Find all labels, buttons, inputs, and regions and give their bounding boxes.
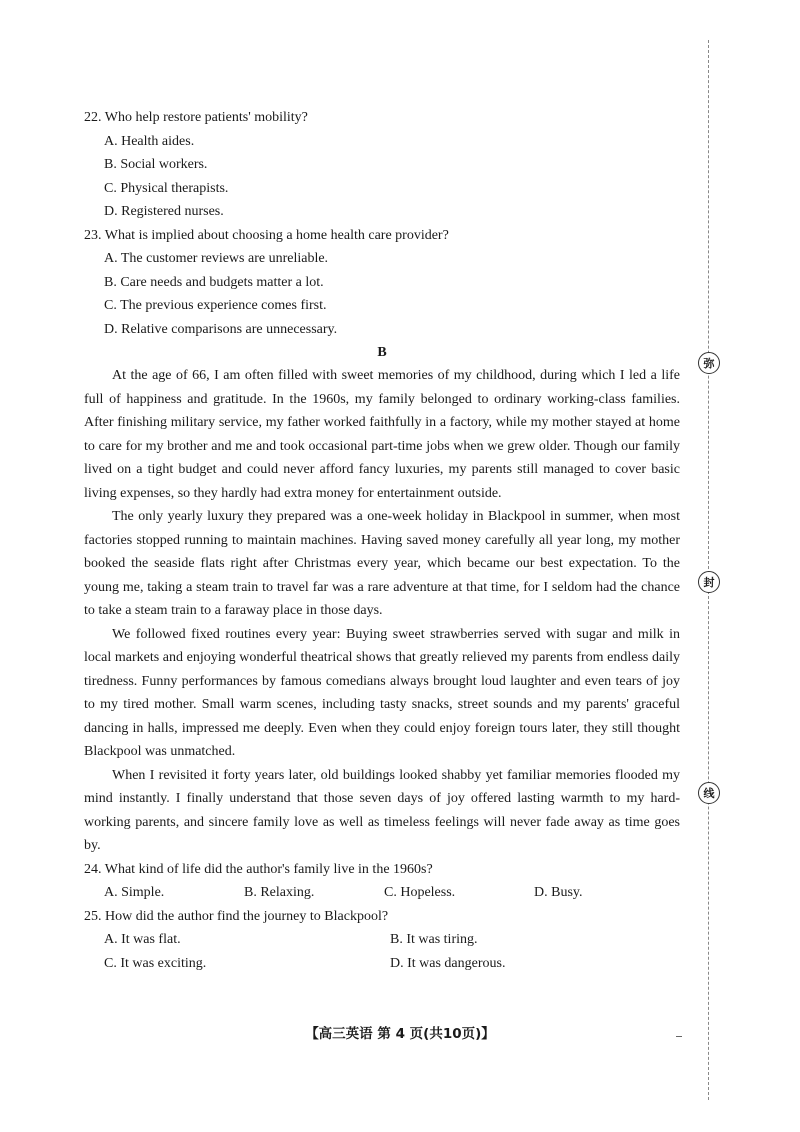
page-footer: 【高三英语 第 4 页(共10页)】 [305, 1026, 495, 1042]
option-d: D. Relative comparisons are unnecessary. [104, 321, 338, 337]
option-b: B. Care needs and budgets matter a lot. [104, 274, 324, 290]
seal-mark: 弥 [698, 352, 720, 374]
option-a: A. Health aides. [104, 133, 195, 149]
question-22 [84, 106, 680, 224]
option-a: A. Simple. [104, 885, 165, 900]
passage-paragraph: We followed fixed routines every year: Buying sweet strawberries served with sugar and milk in local markets and enjoying wonderful theatrical shows that greatly relieved my parents from endless daily tiredness. Funny performances by famous comedians always brought loud laughter and even tears of joy to my tired mother. Small warm scenes, including tasty snacks, street sounds and my parents' graceful dancing in halls, impressed me deeply. Even when they could enjoy foreign tours later, they still thought Blackpool was unmatched. [84, 626, 680, 759]
options-row [84, 928, 680, 952]
question-24 [84, 858, 680, 905]
passage-paragraph: When I revisited it forty years later, old buildings looked shabby yet familiar memories flooded my mind instantly. I finally understand that those seven days of joy offered lasting warmth to my hard-working parents, and sincere family love as well as timeless feelings will never fade away as time goes by. [84, 767, 680, 853]
option-b: B. Social workers. [104, 157, 208, 172]
section-title: B [377, 345, 387, 360]
option-b: B. It was tiring. [390, 932, 478, 947]
question-stem: 22. Who help restore patients' mobility? [84, 110, 308, 125]
passage-paragraph: At the age of 66, I am often filled with sweet memories of my childhood, during which I led a life full of happiness and gratitude. In the 1960s, my family belonged to ordinary working-class families. After finishing military service, my father worked faithfully in a factory, while my mother stayed at home to care for my brother and me and took occasional part-time jobs when we grew older. Though our family lived on a tight budget and could never afford fancy luxuries, my parents still managed to cover basic living expenses, so they hardly had extra money for entertainment outside. [84, 368, 680, 501]
option-c: C. Hopeless. [384, 885, 456, 900]
question-stem: 23. What is implied about choosing a home health care provider? [84, 227, 449, 243]
binding-dashed-line [708, 40, 709, 1100]
options-row [84, 881, 680, 905]
question-23 [84, 224, 680, 342]
option-c: C. The previous experience comes first. [104, 298, 327, 313]
option-b: B. Relaxing. [244, 885, 315, 900]
option-a: A. It was flat. [104, 932, 181, 947]
question-stem: 24. What kind of life did the author's family live in the 1960s? [84, 861, 433, 877]
margin-dash [676, 1036, 682, 1037]
passage-paragraph: The only yearly luxury they prepared was a one-week holiday in Blackpool in summer, when most factories stopped running to maintain machines. Having saved money carefully all year long, my mother booked the seaside flats right after Christmas every year, which became our best expectation. To the young me, taking a steam train to travel far was a rare adventure at that time, for I seldom had the chance to take a steam train to a faraway place in those days. [84, 509, 680, 618]
option-d: D. Busy. [534, 885, 583, 900]
question-stem: 25. How did the author find the journey to Blackpool? [84, 908, 389, 924]
page-content [84, 106, 680, 975]
seal-mark: 线 [698, 782, 720, 804]
options-row [84, 952, 680, 976]
option-d: D. It was dangerous. [390, 955, 506, 971]
option-a: A. The customer reviews are unreliable. [104, 251, 329, 266]
option-c: C. Physical therapists. [104, 180, 229, 196]
question-25 [84, 905, 680, 976]
seal-mark: 封 [698, 571, 720, 593]
option-c: C. It was exciting. [104, 955, 207, 971]
option-d: D. Registered nurses. [104, 204, 224, 219]
